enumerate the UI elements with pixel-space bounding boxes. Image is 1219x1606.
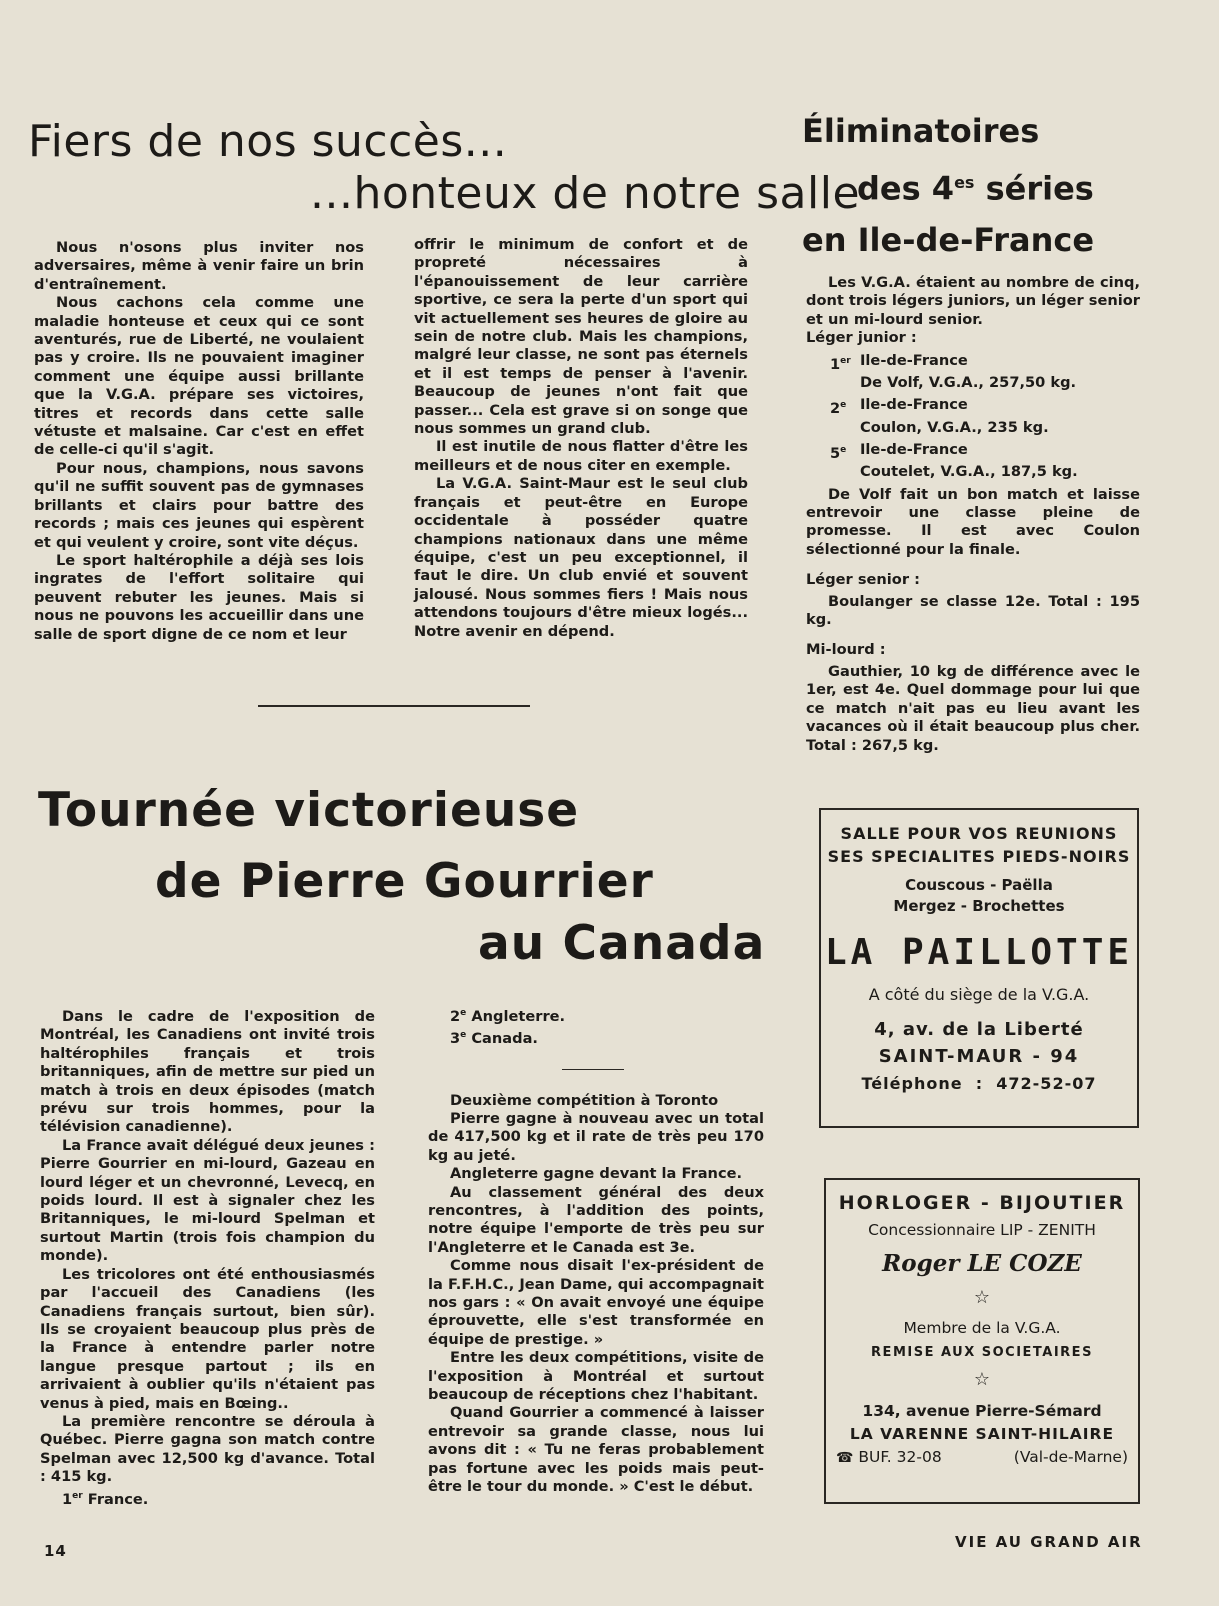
subheading: Deuxième compétition à Toronto [450,1091,719,1109]
article2-title [802,106,1132,266]
article3-title-line3: au Canada [478,916,766,971]
paragraph: Les V.G.A. étaient au nombre de cinq, dont trois légers juniors, un léger senior et un mi-lourd senior. [806,274,1140,328]
ad-line: SES SPECIALITES PIEDS-NOIRS [827,847,1131,866]
ad-business-name: Roger LE COZE [882,1250,1082,1278]
paragraph: Dans le cadre de l'exposition de Montréal, les Canadiens ont invité trois haltérophiles français et trois britanniques, afin de mettre sur pied un match à trois en deux épisodes (match prévu sur trois hommes, pour la télévision canadienne). [40,1008,375,1136]
article2-title-line1: Éliminatoires [802,112,1040,150]
ad-line: Couscous - Paëlla [905,876,1053,894]
rank-line: 2e Angleterre. [450,1007,566,1025]
ad-line: REMISE AUX SOCIETAIRES [871,1344,1093,1360]
article3-title-line2: de Pierre Gourrier [155,854,654,909]
category-label: Mi-lourd : [806,641,886,659]
paragraph: offrir le minimum de confort et de propreté nécessaires à l'épanouissement de leur carrière sportive, ce sera la perte d'un sport qui vit actuellement ses heures de gloire au sein de notre club. Mais les champions, malgré leur classe, ne sont pas éternels et il est temps de penser à l'avenir. Beaucoup de jeunes n'ont fait que passer... Cela est grave si on songe que nous sommes un grand club. [414,236,748,438]
paragraph: Angleterre gagne devant la France. [450,1165,743,1183]
paragraph: La France avait délégué deux jeunes : Pierre Gourrier en mi-lourd, Gazeau en lourd léger et un chevronné, Levecq, en poids lourd. Il est à signaler chez les Britanniques, le mi-lourd Spelman et surtout Martin (trois fois champion du monde). [40,1136,375,1265]
magazine-name: VIE AU GRAND AIR [955,1533,1143,1551]
article1-column-2 [414,236,748,641]
ad-line: SALLE POUR VOS REUNIONS [840,824,1118,843]
star-icon: ☆ [973,1369,991,1390]
article3-column-2 [428,1004,764,1496]
category-label: Léger junior : [806,329,917,347]
rank-result: De Volf, V.G.A., 257,50 kg. [860,373,1077,391]
rank-result: Coulon, V.G.A., 235 kg. [860,418,1049,436]
ad-address: SAINT-MAUR - 94 [878,1046,1080,1067]
page-number: 14 [44,1542,67,1560]
paragraph: Nous cachons cela comme une maladie honteuse et ceux qui ce sont aventurés, rue de Liberté, ne voulaient pas y croire. Ils ne pouvaient imaginer comment une équipe aussi brillante que la V.G.A. prépare ses victoires, titres et records dans cette salle vétuste et malsaine. Car c'est en effet de celle-ci qu'il s'agit. [34,294,364,459]
ad-line: HORLOGER - BIJOUTIER [838,1192,1126,1214]
paragraph: Nous n'osons plus inviter nos adversaires, même à venir faire un brin d'entraînement. [34,239,364,293]
article2-title-line3: en Ile-de-France [802,220,1095,259]
paragraph: Gauthier, 10 kg de différence avec le 1er, est 4e. Quel dommage pour lui que ce match n'ait pas eu lieu avant les vacances où il était beaucoup plus cher. Total : 267,5 kg. [806,662,1140,754]
rank-list [806,352,1140,482]
ad-business-name: LA PAILLOTTE [824,931,1134,973]
article1-title-line1: Fiers de nos succès... [28,116,508,167]
paragraph: La première rencontre se déroula à Québec. Pierre gagna son match contre Spelman avec 12,500 kg d'avance. Total : 415 kg. [40,1412,375,1486]
ad-address: LA VARENNE SAINT-HILAIRE [849,1424,1115,1443]
paragraph: La V.G.A. Saint-Maur est le seul club français et peut-être en Europe occidentale à posséder quatre champions nationaux dans une même équipe, c'est un peu exceptionnel, il faut le dire. Un club envié et souvent jalousé. Nous sommes fiers ! Mais nous attendons toujours d'être mieux logés... Notre avenir en dépend. [414,475,748,640]
rank-line: 3e Canada. [450,1030,538,1048]
advertisement-la-paillotte [819,808,1139,1128]
advertisement-roger-le-coze [824,1178,1140,1504]
category-label: Léger senior : [806,571,920,589]
ad-address: 134, avenue Pierre-Sémard [862,1401,1102,1420]
paragraph: Le sport haltérophile a déjà ses lois ingrates de l'effort solitaire qui peuvent rebuter les jeunes. Mais si nous ne pouvons les accueillir dans une salle de sport digne de ce nom et leur [34,551,364,643]
ad-line: A côté du siège de la V.G.A. [868,984,1090,1004]
ad-phone: Téléphone : 472-52-07 [861,1073,1097,1093]
rank-line: 1er France. [62,1490,149,1508]
paragraph: Il est inutile de nous flatter d'être les meilleurs et de nous citer en exemple. [414,438,748,474]
article3-title-line1: Tournée victorieuse [38,783,580,838]
ad-line: Mergez - Brochettes [893,896,1065,915]
article3-column-1 [40,1008,375,1509]
article2-title-line2: des $4^{es}$ séries [857,169,1094,208]
paragraph: Quand Gourrier a commencé à laisser entrevoir sa grande classe, nous lui avons dit : « Tu ne feras probablement pas fortune avec les poids mais peut-être le tour du monde. » C'est le début. [428,1404,764,1496]
section-divider [562,1069,624,1070]
ad-address: 4, av. de la Liberté [874,1018,1084,1040]
ad-line: Membre de la V.G.A. [903,1319,1061,1338]
rank-result: Coutelet, V.G.A., 187,5 kg. [860,463,1078,481]
section-divider [258,705,530,707]
article1-column-1 [34,239,364,644]
paragraph: Pour nous, champions, nous savons qu'il ne suffit souvent pas de gymnases brillants et clairs pour battre des records ; mais ces jeunes qui espèrent et qui veulent y croire, sont vite déçus. [34,459,364,551]
paragraph: De Volf fait un bon match et laisse entrevoir une classe pleine de promesse. Il est avec Coulon sélectionné pour la finale. [806,485,1140,558]
phone-icon: ☎ [836,1450,854,1467]
rank-item: 2e Ile-de-France [830,396,968,418]
rank-item: 5e Ile-de-France [830,440,968,462]
paragraph: Pierre gagne à nouveau avec un total de 417,500 kg et il rate de très peu 170 kg au jeté. [428,1109,764,1164]
paragraph: Comme nous disait l'ex-président de la F.F.H.C., Jean Dame, qui accompagnait nos gars : « On avait envoyé une équipe éprouvette, elle s'est transformée en équipe de prestige. » [428,1257,764,1348]
star-icon: ☆ [973,1286,991,1308]
ad-phone: ☎ BUF. 32-08 (Val-de-Marne) [836,1448,1128,1467]
paragraph: Boulanger se classe 12e. Total : 195 kg. [806,592,1140,629]
rank-item: 1er Ile-de-France [830,351,968,373]
paragraph: Entre les deux compétitions, visite de l'exposition à Montréal et surtout beaucoup de réceptions chez l'habitant. [428,1349,764,1404]
paragraph: Au classement général des deux rencontres, à l'addition des points, notre équipe l'emporte de très peu sur l'Angleterre et le Canada est 3e. [428,1183,764,1256]
article1-title-line2: ...honteux de notre salle [310,168,861,219]
ad-line: Concessionnaire LIP - ZENITH [868,1220,1096,1239]
paragraph: Les tricolores ont été enthousiasmés par l'accueil des Canadiens (les Canadiens français surtout, bien sûr). Ils se croyaient beaucoup plus près de la France à entendre parler notre langue presque partout ; ils en arrivaient à oublier qu'ils n'étaient pas venus à pied, mais en Bœing.. [40,1265,375,1412]
article2-body [806,274,1140,755]
